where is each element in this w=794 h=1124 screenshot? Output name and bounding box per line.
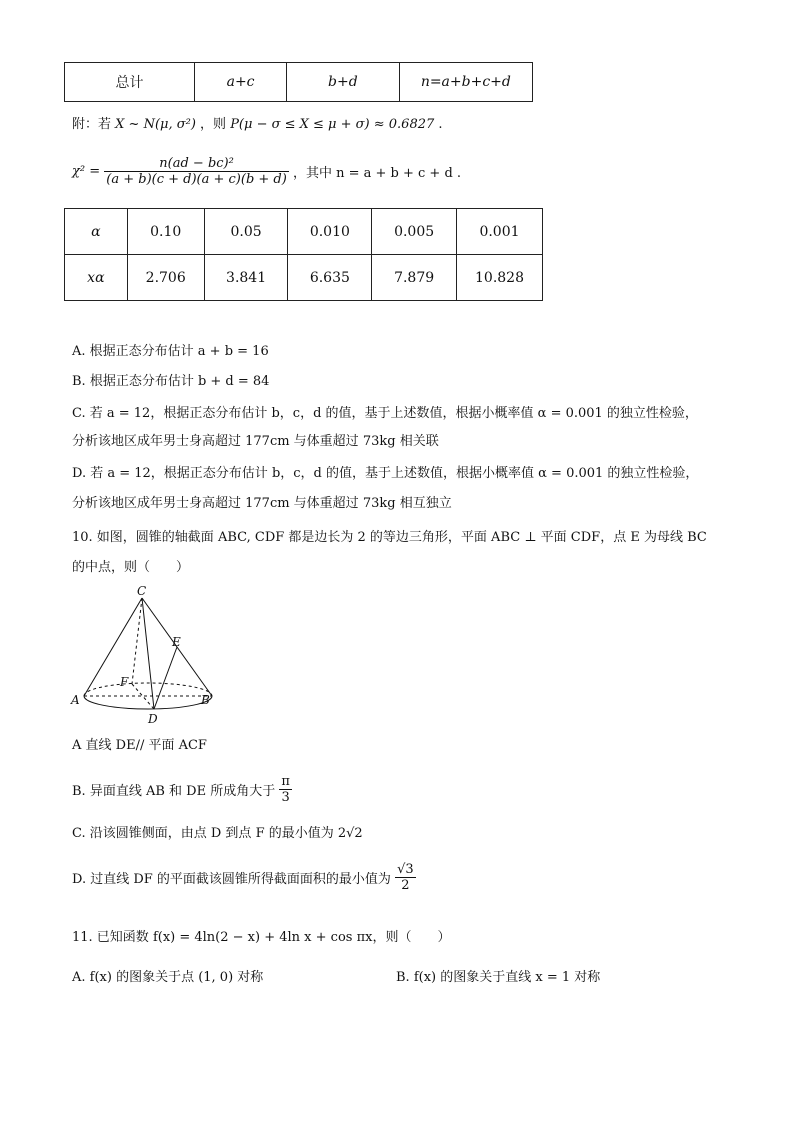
label-b: B: [201, 693, 210, 707]
question-10-stem-line2: 的中点，则（ ）: [72, 560, 190, 575]
option-10c: C. 沿该圆锥侧面，由点 D 到点 F 的最小值为 2√2: [72, 826, 363, 841]
chi-denominator: (a + b)(c + d)(a + c)(b + d): [106, 172, 287, 187]
fraction-denominator: 2: [401, 878, 410, 893]
table-cell: 6.635: [288, 255, 372, 301]
chi-numerator: n(ad − bc)²: [104, 156, 289, 172]
table-cell: n=a+b+c+d: [399, 63, 532, 102]
option-9d-line2: 分析该地区成年男士身高超过 177cm 与体重超过 73kg 相互独立: [72, 496, 452, 511]
option-10d-fraction: [395, 862, 416, 893]
option-9d-line1: D. 若 a = 12，根据正态分布估计 b，c，d 的值，基于上述数值，根据小概率值 α = 0.001 的独立性检验，: [72, 466, 699, 481]
chi-lhs: χ² =: [72, 164, 101, 179]
table-cell: 0.005: [372, 209, 457, 255]
label-f: F: [120, 675, 129, 689]
edge-cf: [132, 598, 142, 684]
note-distribution: X ~ N(μ, σ²): [115, 117, 196, 132]
appendix-note: [72, 115, 443, 135]
option-10b-fraction: [279, 774, 292, 805]
fraction-numerator: π: [281, 774, 290, 789]
option-9a: A. 根据正态分布估计 a + b = 16: [72, 344, 269, 359]
table-cell: 0.010: [288, 209, 372, 255]
table-cell: 0.05: [204, 209, 288, 255]
edge-ca: [84, 598, 142, 696]
fraction-numerator: √3: [397, 862, 414, 877]
option-10a: A 直线 DE// 平面 ACF: [72, 738, 207, 753]
table-cell: 3.841: [204, 255, 288, 301]
table-row: [65, 63, 533, 102]
label-d: D: [148, 712, 158, 726]
option-11a: A. f(x) 的图象关于点 (1, 0) 对称: [72, 970, 264, 985]
cone-diagram: [68, 580, 228, 730]
fraction-denominator: 3: [281, 790, 290, 805]
option-10d: [72, 862, 416, 893]
option-9b: B. 根据正态分布估计 b + d = 84: [72, 374, 270, 389]
note-mid: ，则: [200, 117, 227, 132]
note-prefix: 附：若: [72, 117, 112, 132]
edge-cd: [142, 598, 154, 709]
table-cell: 7.879: [372, 255, 457, 301]
segment-de: [154, 647, 177, 709]
table-cell: 0.10: [127, 209, 204, 255]
table-cell: 总计: [65, 63, 195, 102]
table-cell: 2.706: [127, 255, 204, 301]
note-probability: P(μ − σ ≤ X ≤ μ + σ) ≈ 0.6827: [230, 117, 435, 132]
option-9c-line2: 分析该地区成年男士身高超过 177cm 与体重超过 73kg 相关联: [72, 434, 439, 449]
chi-fraction: [104, 156, 289, 187]
chi-suffix: ，其中 n = a + b + c + d .: [292, 166, 462, 181]
label-a: A: [71, 693, 80, 707]
table-cell: 10.828: [457, 255, 543, 301]
table-cell: α: [65, 209, 128, 255]
label-c: C: [137, 584, 147, 598]
label-e: E: [172, 635, 181, 649]
base-back-arc: [84, 683, 212, 696]
table-cell: a+c: [195, 63, 287, 102]
table-cell: xα: [65, 255, 128, 301]
table-row: [65, 209, 543, 255]
total-table: [64, 62, 533, 102]
critical-value-table: [64, 208, 543, 301]
table-cell: 0.001: [457, 209, 543, 255]
option-11b: B. f(x) 的图象关于直线 x = 1 对称: [396, 970, 601, 985]
note-end: .: [438, 117, 443, 132]
question-10-stem-line1: 10. 如图，圆锥的轴截面 ABC, CDF 都是边长为 2 的等边三角形，平面 ABC ⊥ 平面 CDF，点 E 为母线 BC: [72, 530, 707, 545]
option-9c-line1: C. 若 a = 12，根据正态分布估计 b，c，d 的值，基于上述数值，根据小概率值 α = 0.001 的独立性检验，: [72, 406, 698, 421]
option-10d-text: D. 过直线 DF 的平面截该圆锥所得截面面积的最小值为: [72, 872, 391, 887]
table-row: [65, 255, 543, 301]
chi-square-formula: [72, 156, 461, 187]
table-cell: b+d: [287, 63, 400, 102]
option-10b: [72, 774, 292, 805]
question-11-stem: 11. 已知函数 f(x) = 4ln(2 − x) + 4ln x + cos πx，则（ ）: [72, 930, 451, 945]
option-10b-text: B. 异面直线 AB 和 DE 所成角大于: [72, 784, 276, 799]
